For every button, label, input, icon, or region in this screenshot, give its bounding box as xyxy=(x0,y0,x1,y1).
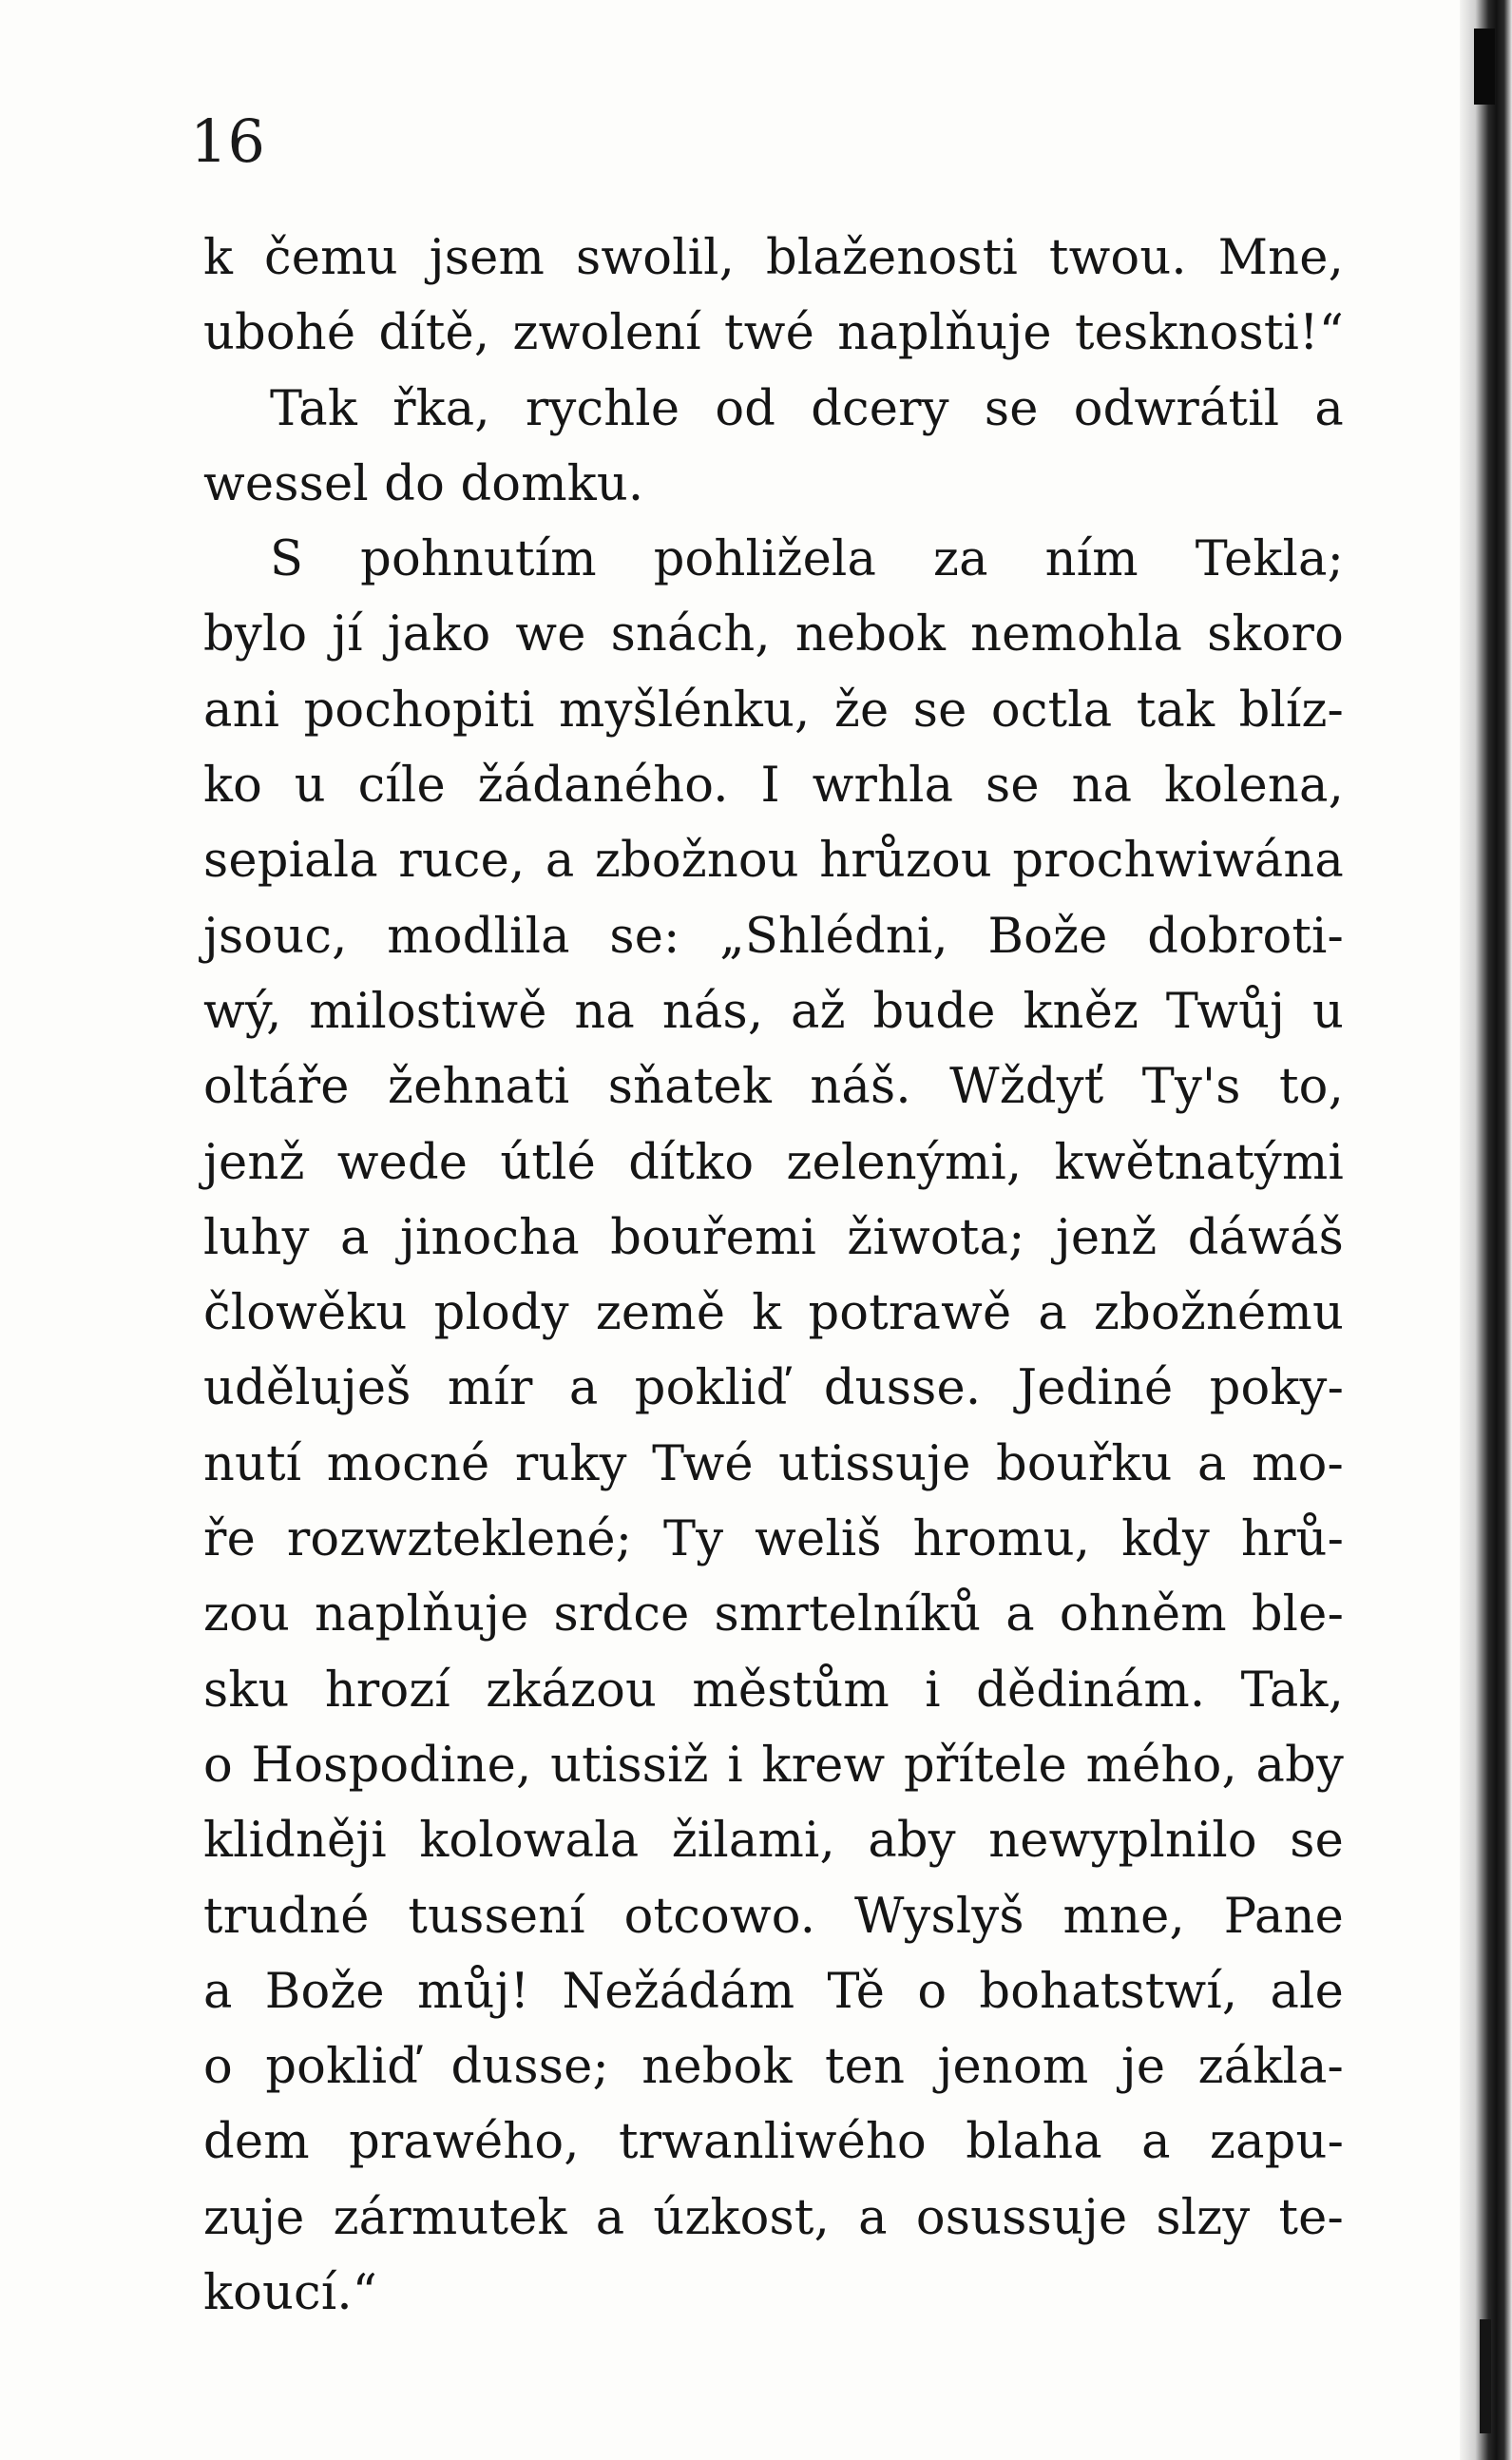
text-line-21: o Hospodine, utissiž i krew přítele mého, aby xyxy=(203,1737,1344,1794)
text-line-15: člowěku plody země k potrawě a zbožnému xyxy=(203,1285,1344,1342)
text-line-8: ko u cíle žádaného. I wrhla se na kolena, xyxy=(203,758,1344,815)
text-line-2: ubohé dítě, zwolení twé naplňuje tesknosti!“ xyxy=(203,305,1344,362)
text-line-10: jsouc, modlila se: „Shlédni, Bože dobroti- xyxy=(203,908,1344,965)
text-line-16: uděluješ mír a pokliď dusse. Jediné poky- xyxy=(203,1360,1344,1417)
text-line-14: luhy a jinocha bouřemi žiwota; jenž dáwáš xyxy=(203,1209,1344,1266)
text-line-19: zou naplňuje srdce smrtelníků a ohněm ble- xyxy=(203,1586,1344,1643)
text-line-26: dem prawého, trwanliwého blaha a zapu- xyxy=(203,2114,1344,2171)
text-line-20: sku hrozí zkázou městům i dědinám. Tak, xyxy=(203,1662,1344,1719)
text-line-17: nutí mocné ruky Twé utissuje bouřku a mo- xyxy=(203,1435,1344,1492)
page-number: 16 xyxy=(190,106,265,176)
book-binding-edge xyxy=(1460,0,1512,2460)
text-line-25: o pokliď dusse; nebok ten jenom je zákla- xyxy=(203,2039,1344,2096)
text-line-22: klidněji kolowala žilami, aby newyplnilo se xyxy=(203,1813,1344,1870)
text-line-13: jenž wede útlé dítko zelenými, kwětnatými xyxy=(203,1134,1344,1191)
text-line-24: a Bože můj! Nežádám Tě o bohatstwí, ale xyxy=(203,1963,1344,2020)
text-line-28: koucí.“ xyxy=(203,2265,378,2322)
text-line-11: wý, milostiwě na nás, až bude kněz Twůj u xyxy=(203,983,1344,1040)
text-line-3: Tak řka, rychle od dcery se odwrátil a xyxy=(270,380,1344,437)
binding-mark-bottom xyxy=(1480,2319,1491,2433)
text-line-12: oltáře žehnati sňatek náš. Wždyť Ty's to, xyxy=(203,1059,1344,1116)
text-line-6: bylo jí jako we snách, nebok nemohla skoro xyxy=(203,606,1344,663)
text-line-4: wessel do domku. xyxy=(203,455,644,512)
binding-mark-top xyxy=(1474,29,1495,105)
text-line-23: trudné tussení otcowo. Wyslyš mne, Pane xyxy=(203,1888,1344,1945)
text-line-18: ře rozwzteklené; Ty weliš hromu, kdy hrů- xyxy=(203,1511,1344,1568)
text-line-9: sepiala ruce, a zbožnou hrůzou prochwiwána xyxy=(203,833,1344,890)
body-text xyxy=(203,221,1344,2331)
text-line-5: S pohnutím pohližela za ním Tekla; xyxy=(270,531,1344,588)
text-line-1: k čemu jsem swolil, blaženosti twou. Mne, xyxy=(203,230,1344,286)
text-line-27: zuje zármutek a úzkost, a osussuje slzy te- xyxy=(203,2189,1344,2246)
text-line-7: ani pochopiti myšlénku, že se octla tak blíz- xyxy=(203,682,1344,739)
